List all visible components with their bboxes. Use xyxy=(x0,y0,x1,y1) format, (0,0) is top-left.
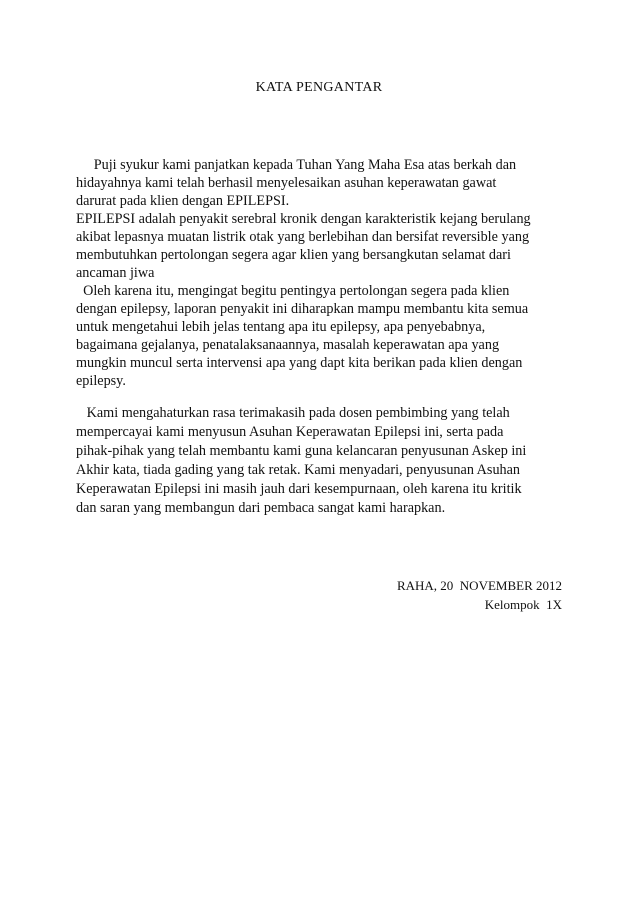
signature-place-date: RAHA, 20 NOVEMBER 2012 xyxy=(396,578,562,593)
paragraph-line: bagaimana gejalanya, penatalaksanaannya, masalah keperawatan apa yang xyxy=(76,337,500,353)
paragraph-line: mempercayai kami menyusun Asuhan Keperawatan Epilepsi ini, serta pada xyxy=(76,424,504,440)
paragraph-line: ancaman jiwa xyxy=(76,265,155,281)
paragraph-line: Keperawatan Epilepsi ini masih jauh dari kesempurnaan, oleh karena itu kritik xyxy=(76,481,522,497)
paragraph-line: epilepsy. xyxy=(76,373,126,389)
paragraph-line: darurat pada klien dengan EPILEPSI. xyxy=(76,193,290,209)
paragraph-line: hidayahnya kami telah berhasil menyelesaikan asuhan keperawatan gawat xyxy=(76,175,497,191)
paragraph-line: akibat lepasnya muatan listrik otak yang berlebihan dan bersifat reversible yang xyxy=(76,229,530,245)
paragraph-line: dan saran yang membangun dari pembaca sangat kami harapkan. xyxy=(76,500,446,516)
paragraph-line: pihak-pihak yang telah membantu kami guna kelancaran penyusunan Askep ini xyxy=(76,443,527,459)
page-title: KATA PENGANTAR xyxy=(255,80,383,95)
paragraph-line: membutuhkan pertolongan segera agar klien yang bersangkutan selamat dari xyxy=(76,247,511,263)
paragraph-line: Kami mengahaturkan rasa terimakasih pada dosen pembimbing yang telah xyxy=(76,405,510,421)
paragraph-line: Puji syukur kami panjatkan kepada Tuhan Yang Maha Esa atas berkah dan xyxy=(76,157,517,173)
paragraph-line: mungkin muncul serta intervensi apa yang dapt kita berikan pada klien dengan xyxy=(76,355,523,371)
paragraph-line: EPILEPSI adalah penyakit serebral kronik dengan karakteristik kejang berulang xyxy=(76,211,531,227)
signature-group: Kelompok 1X xyxy=(484,597,562,612)
paragraph-line: Oleh karena itu, mengingat begitu pentingya pertolongan segera pada klien xyxy=(76,283,510,299)
paragraph-line: dengan epilepsy, laporan penyakit ini diharapkan mampu membantu kita semua xyxy=(76,301,529,317)
paragraph-line: untuk mengetahui lebih jelas tentang apa itu epilepsy, apa penyebabnya, xyxy=(76,319,486,335)
paragraph-line: Akhir kata, tiada gading yang tak retak. Kami menyadari, penyusunan Asuhan xyxy=(76,462,521,478)
